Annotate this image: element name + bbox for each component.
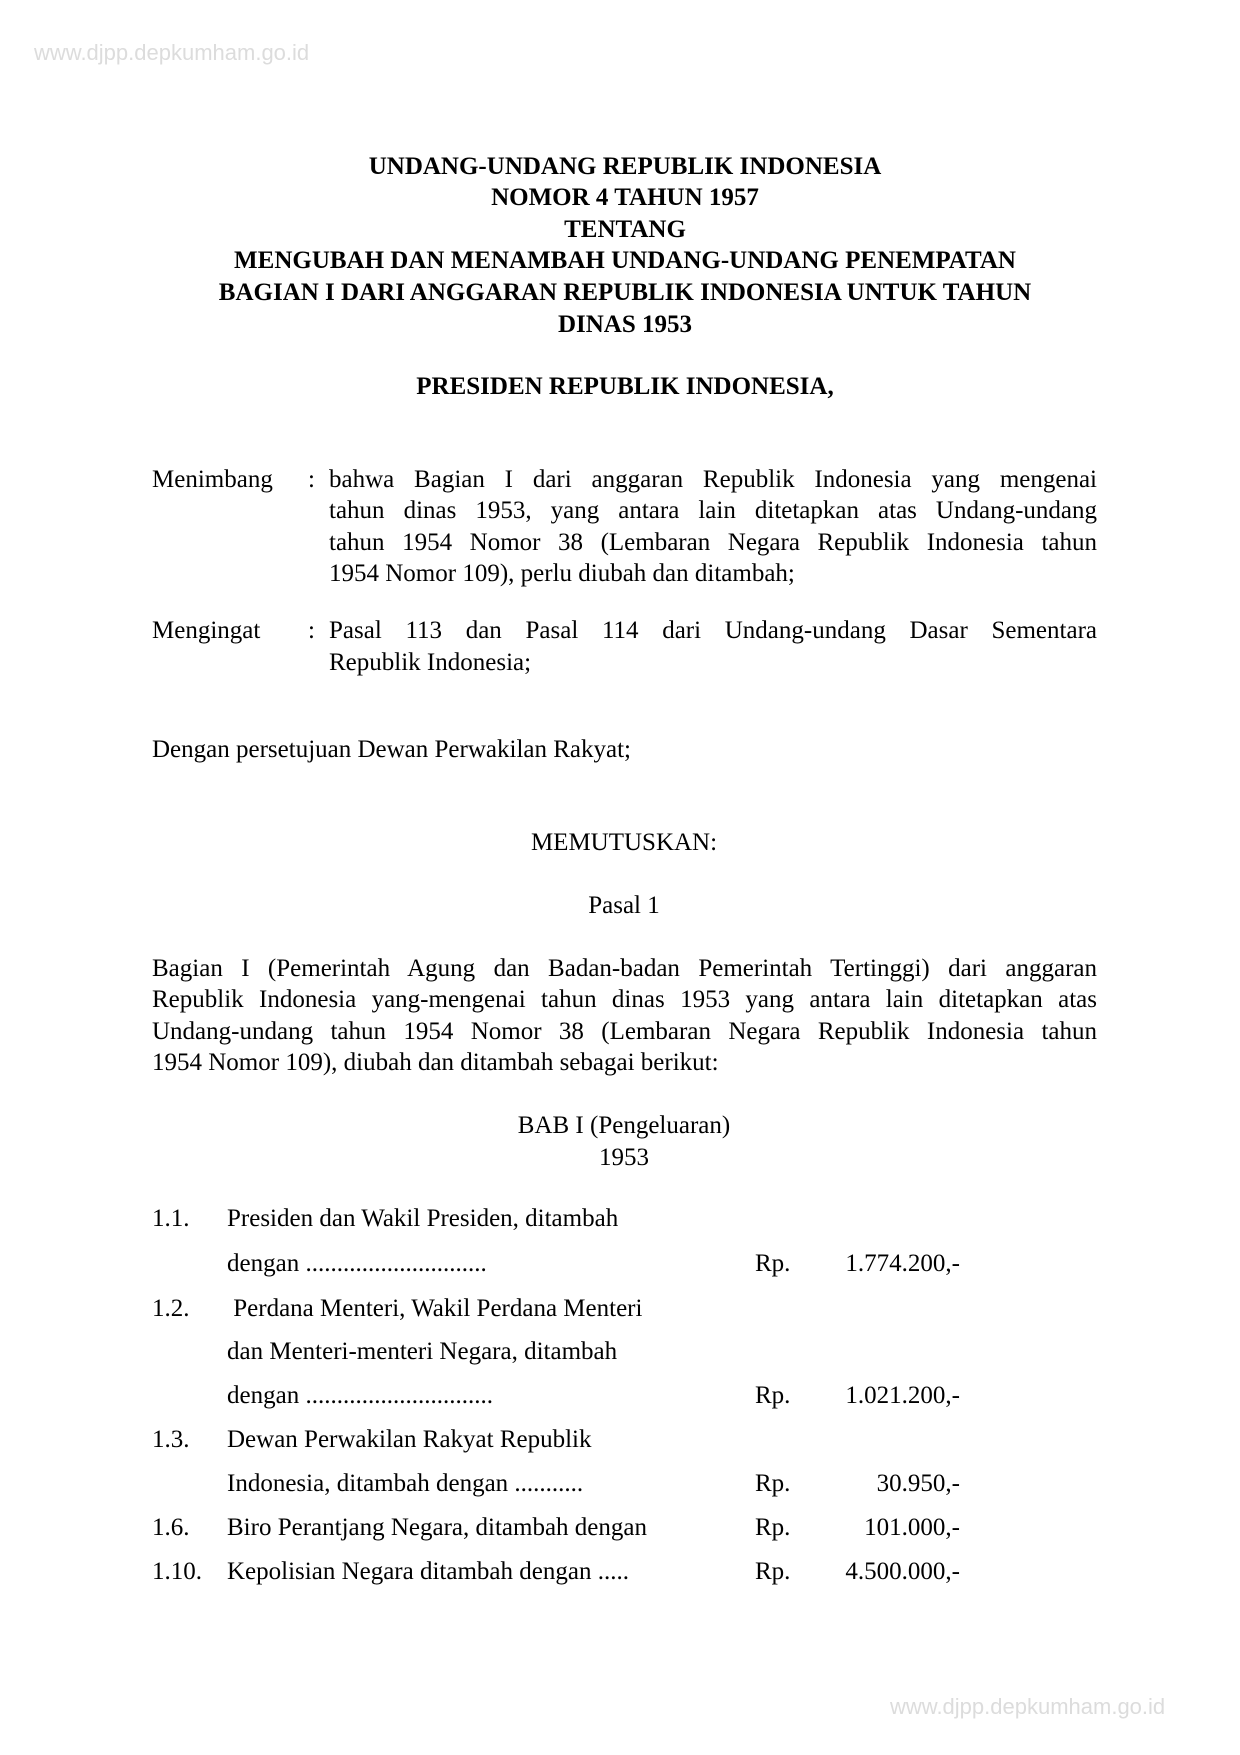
- pasal-heading: Pasal 1: [588, 892, 660, 919]
- item-number: 1.2.: [152, 1295, 190, 1322]
- item-currency: Rp.: [755, 1514, 791, 1541]
- item-amount: 101.000,-: [864, 1514, 960, 1541]
- title-line: BAGIAN I DARI ANGGARAN REPUBLIK INDONESIA UNTUK TAHUN: [218, 279, 1032, 306]
- item-text: Indonesia, ditambah dengan ...........: [227, 1470, 584, 1497]
- item-number: 1.10.: [152, 1558, 202, 1585]
- item-amount: 1.774.200,-: [845, 1250, 960, 1277]
- colon: :: [308, 617, 315, 644]
- item-text: Kepolisian Negara ditambah dengan .....: [227, 1558, 629, 1585]
- item-text: dengan ..............................: [227, 1382, 493, 1409]
- menimbang-line: tahun dinas 1953, yang antara lain ditetapkan atas Undang-undang: [329, 497, 1097, 524]
- colon: :: [308, 466, 315, 493]
- item-text: Presiden dan Wakil Presiden, ditambah: [227, 1205, 619, 1232]
- item-text: dan Menteri-menteri Negara, ditambah: [227, 1338, 618, 1365]
- item-currency: Rp.: [755, 1382, 791, 1409]
- item-currency: Rp.: [755, 1250, 791, 1277]
- paragraph-line: 1954 Nomor 109), diubah dan ditambah sebagai berikut:: [152, 1049, 719, 1076]
- title-line: TENTANG: [564, 216, 686, 243]
- watermark-bottom: www.djpp.depkumham.go.id: [890, 1694, 1166, 1719]
- item-text: Perdana Menteri, Wakil Perdana Menteri: [227, 1295, 643, 1322]
- item-text: Dewan Perwakilan Rakyat Republik: [227, 1426, 592, 1453]
- mengingat-label: Mengingat: [152, 617, 261, 644]
- item-text: Biro Perantjang Negara, ditambah dengan: [227, 1514, 647, 1541]
- item-text: dengan .............................: [227, 1250, 487, 1277]
- paragraph-line: Republik Indonesia yang-mengenai tahun dinas 1953 yang antara lain ditetapkan atas: [152, 986, 1097, 1013]
- memutuskan-heading: MEMUTUSKAN:: [530, 829, 718, 856]
- title-line: UNDANG-UNDANG REPUBLIK INDONESIA: [368, 153, 882, 180]
- bab-heading: BAB I (Pengeluaran): [517, 1112, 731, 1139]
- item-number: 1.1.: [152, 1205, 190, 1232]
- bab-year: 1953: [599, 1144, 649, 1171]
- menimbang-label: Menimbang: [152, 466, 273, 493]
- item-amount: 1.021.200,-: [845, 1382, 960, 1409]
- mengingat-line: Republik Indonesia;: [329, 649, 532, 676]
- title-line: MENGUBAH DAN MENAMBAH UNDANG-UNDANG PENEMPATAN: [234, 247, 1016, 274]
- paragraph-line: Undang-undang tahun 1954 Nomor 38 (Lembaran Negara Republik Indonesia tahun: [152, 1018, 1097, 1045]
- item-currency: Rp.: [755, 1558, 791, 1585]
- watermark-top: www.djpp.depkumham.go.id: [34, 40, 310, 65]
- title-line: DINAS 1953: [557, 311, 693, 338]
- item-number: 1.6.: [152, 1514, 190, 1541]
- persetujuan-text: Dengan persetujuan Dewan Perwakilan Rakyat;: [152, 736, 632, 763]
- president-heading: PRESIDEN REPUBLIK INDONESIA,: [416, 373, 834, 400]
- item-amount: 4.500.000,-: [845, 1558, 960, 1585]
- menimbang-line: tahun 1954 Nomor 38 (Lembaran Negara Republik Indonesia tahun: [329, 529, 1097, 556]
- title-line: NOMOR 4 TAHUN 1957: [491, 184, 759, 211]
- item-currency: Rp.: [755, 1470, 791, 1497]
- menimbang-line: 1954 Nomor 109), perlu diubah dan ditambah;: [329, 560, 795, 587]
- item-number: 1.3.: [152, 1426, 190, 1453]
- mengingat-line: Pasal 113 dan Pasal 114 dari Undang-undang Dasar Sementara: [329, 617, 1097, 644]
- item-amount: 30.950,-: [876, 1470, 960, 1497]
- menimbang-line: bahwa Bagian I dari anggaran Republik Indonesia yang mengenai: [329, 466, 1097, 493]
- paragraph-line: Bagian I (Pemerintah Agung dan Badan-badan Pemerintah Tertinggi) dari anggaran: [152, 955, 1097, 982]
